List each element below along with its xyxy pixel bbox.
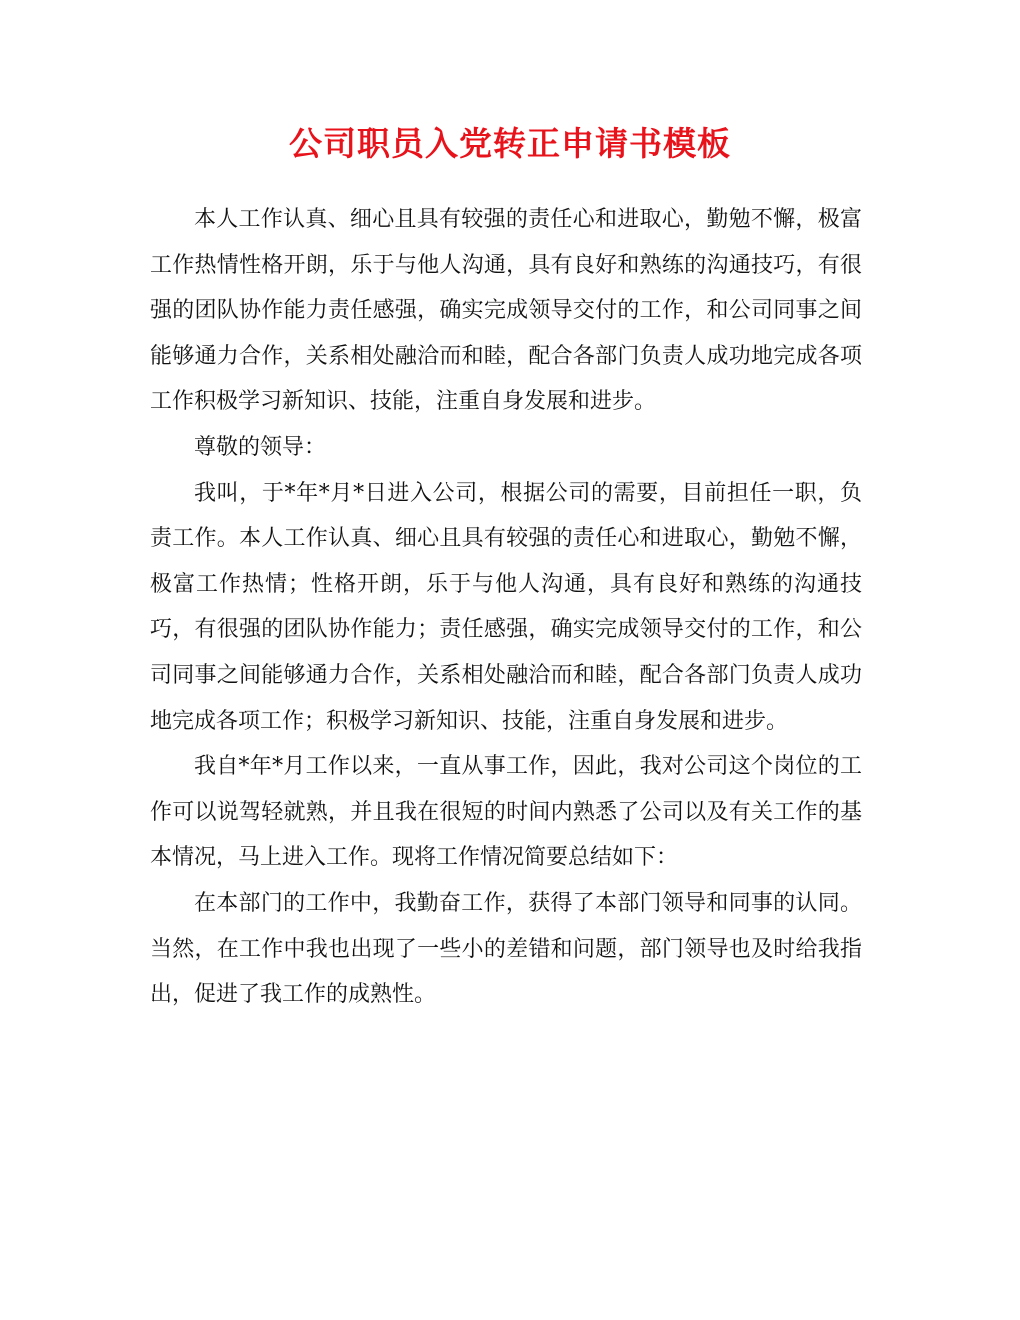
paragraph-work-experience: 我自*年*月工作以来，一直从事工作，因此，我对公司这个岗位的工作可以说驾轻就熟，并且我在很短的时间内熟悉了公司以及有关工作的基本情况，马上进入工作。现将工作情况简要总结如下： [150,754,862,871]
paragraph-self-introduction: 我叫，于*年*月*日进入公司，根据公司的需要，目前担任一职，负责工作。本人工作认真、细心且具有较强的责任心和进取心，勤勉不懈，极富工作热情；性格开朗，乐于与他人沟通，具有良好和熟练的沟通技巧，有很强的团队协作能力；责任感强，确实完成领导交付的工作，和公司同事之间能够通力合作，关系相处融洽而和睦，配合各部门负责人成功地完成各项工作；积极学习新知识、技能，注重自身发展和进步。 [150,480,862,734]
paragraph-department-work: 在本部门的工作中，我勤奋工作，获得了本部门领导和同事的认同。当然，在工作中我也出现了一些小的差错和问题，部门领导也及时给我指出，促进了我工作的成熟性。 [150,890,862,1008]
paragraph-intro: 本人工作认真、细心且具有较强的责任心和进取心，勤勉不懈，极富工作热情性格开朗，乐于与他人沟通，具有良好和熟练的沟通技巧，有很强的团队协作能力责任感强，确实完成领导交付的工作，和公司同事之间能够通力合作，关系相处融洽而和睦，配合各部门负责人成功地完成各项工作积极学习新知识、技能，注重自身发展和进步。 [150,207,862,415]
paragraph-salutation: 尊敬的领导： [194,434,327,460]
document-body [150,197,862,1018]
document-title: 公司职员入党转正申请书模板 [289,124,731,163]
